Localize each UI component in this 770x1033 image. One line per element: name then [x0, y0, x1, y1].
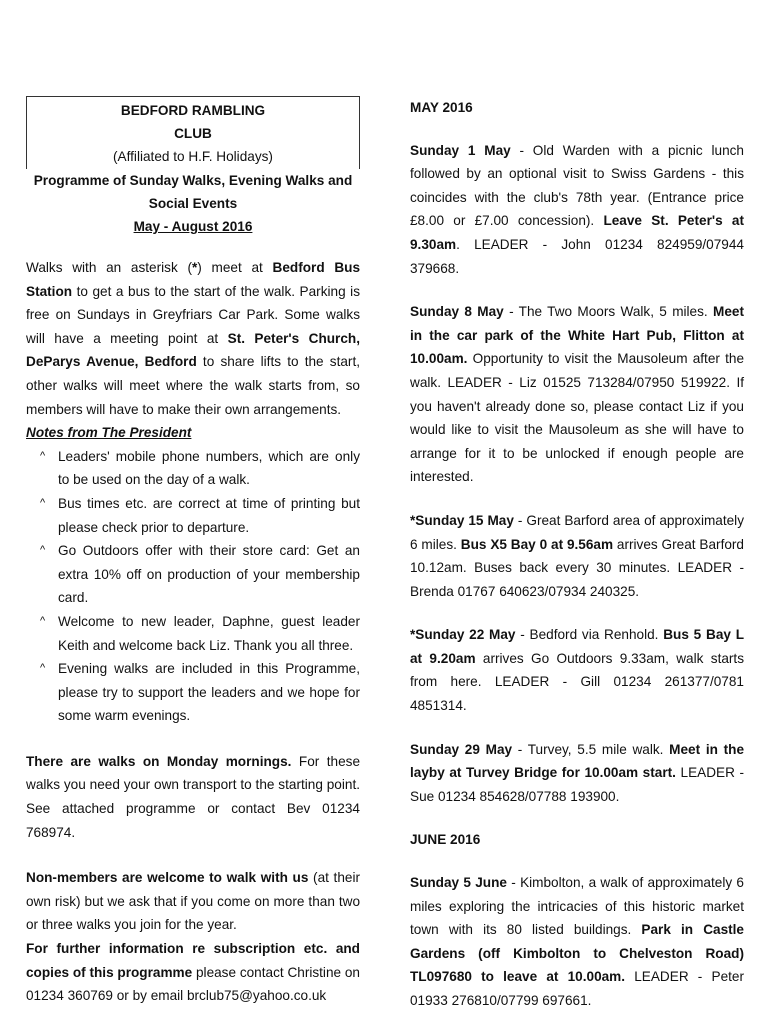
walk-leader: arrives Great Barford 10.12am. Buses back every 30 minutes. LEADER - Brenda 01767 640623/07934 240325.	[410, 536, 744, 599]
walk-date: *Sunday 15 May	[410, 512, 514, 528]
programme-title-line2: May - August 2016	[133, 219, 253, 234]
club-name-line2: CLUB	[174, 126, 212, 141]
note-text: Welcome to new leader, Daphne, guest leader Keith and welcome back Liz. Thank you all three.	[58, 613, 360, 653]
programme-title	[26, 169, 360, 238]
note-text: Go Outdoors offer with their store card: Get an extra 10% off on production of your membership card.	[58, 543, 360, 606]
notes-list	[26, 445, 360, 728]
month-heading-may: MAY 2016	[410, 100, 473, 115]
walk-description: - Great Barford area of approximately 6 miles.	[410, 512, 744, 552]
non-members-text: (at their own risk) but we ask that if you come on more than two or three walks you join for the year.	[26, 870, 360, 933]
programme-title-line1: Programme of Sunday Walks, Evening Walks and Social Events	[33, 173, 353, 211]
club-affiliation: (Affiliated to H.F. Holidays)	[113, 149, 273, 164]
walk-entry	[410, 139, 744, 281]
walk-entry	[410, 509, 744, 603]
club-name-line1: BEDFORD RAMBLING	[120, 103, 266, 118]
walk-entry	[410, 871, 744, 1013]
walk-meeting-point: Park in Castle Gardens (off Kimbolton to Chelveston Road) TL097680 to leave at 10.00am.	[410, 922, 744, 985]
note-item	[40, 445, 360, 492]
walk-description: - Kimbolton, a walk of approximately 6 miles exploring the intricacies of this historic market town with its 80 listed buildings.	[410, 875, 744, 938]
walk-description: - Bedford via Renhold.	[515, 627, 664, 643]
monday-walks-paragraph	[26, 750, 360, 844]
asterisk-marker: *	[192, 260, 198, 275]
walk-meeting-point: Meet in the car park of the White Hart Pub, Flitton at 10.00am.	[410, 304, 744, 367]
walk-meeting-point: Meet in the layby at Turvey Bridge for 10.00am start.	[410, 741, 745, 781]
walk-date: Sunday 1 May	[410, 142, 511, 158]
walk-meeting-point: Bus X5 Bay 0 at 9.56am	[460, 536, 614, 552]
walk-leader: LEADER - Sue 01234 854628/07788 193900.	[410, 765, 745, 804]
bullet-caret-icon: ^	[40, 544, 46, 557]
further-info-heading: For further information re subscription etc. and copies of this programme	[26, 941, 360, 980]
walk-entry	[410, 738, 744, 809]
non-members-paragraph	[26, 866, 360, 937]
right-column	[410, 96, 744, 1033]
bullet-caret-icon: ^	[40, 614, 46, 627]
month-heading-june: JUNE 2016	[410, 832, 481, 848]
walk-entry	[410, 623, 744, 717]
further-info-paragraph	[26, 937, 360, 1008]
bullet-caret-icon: ^	[40, 496, 46, 509]
intro-paragraph	[26, 256, 360, 421]
walk-meeting-point: Bus 5 Bay L at 9.20am	[410, 627, 744, 666]
further-info-text: please contact Christine on 01234 360769 or by email brclub75@yahoo.co.uk	[26, 964, 360, 1004]
walk-leader: LEADER - Peter 01933 276810/07799 697661.	[410, 969, 745, 1008]
walk-date: Sunday 29 May	[410, 741, 513, 757]
monday-walks-text: For these walks you need your own transport to the starting point. See attached programme or contact Bev 01234 768974.	[26, 753, 361, 840]
bus-station-location: Bedford Bus Station	[26, 260, 361, 299]
note-item	[40, 492, 360, 539]
walk-date: Sunday 8 May	[410, 304, 504, 320]
note-item	[40, 539, 360, 610]
walk-leader: . LEADER - John 01234 824959/07944 379668.	[410, 236, 744, 276]
bullet-caret-icon: ^	[40, 662, 46, 675]
note-item	[40, 610, 360, 657]
intro-text-2: ) meet at	[197, 260, 273, 275]
walk-description: - Turvey, 5.5 mile walk.	[512, 741, 670, 757]
walk-entry	[410, 300, 744, 489]
note-text: Evening walks are included in this Programme, please try to support the leaders and we hope for some warm evenings.	[58, 661, 360, 724]
note-item	[40, 657, 360, 728]
club-title-box	[26, 96, 360, 169]
walk-description: - The Two Moors Walk, 5 miles.	[503, 304, 714, 320]
non-members-heading: Non-members are welcome to walk with us	[26, 870, 309, 886]
walk-date: Sunday 5 June	[410, 875, 507, 891]
walk-leader: arrives Go Outdoors 9.33am, walk starts from here. LEADER - Gill 01234 261377/0781 4851314.	[410, 650, 745, 714]
intro-text-3: to get a bus to the start of the walk. Parking is free on Sundays in Greyfriars Car Park. Some walks will have a meeting point at	[26, 283, 360, 346]
intro-text-1: Walks with an asterisk (	[26, 260, 192, 275]
left-column	[26, 96, 360, 1008]
walk-description: - Old Warden with a picnic lunch followed by an optional visit to Swiss Gardens - this coincides with the club's 78th year. (Entrance price £8.00 or £7.00 concession).	[410, 142, 744, 229]
walk-meeting-point: Leave St. Peter's at 9.30am	[410, 213, 744, 252]
walk-leader: Opportunity to visit the Mausoleum after the walk. LEADER - Liz 01525 713284/07950 519922. If you haven't already done so, please contact Liz if you would like to visit the Mausoleum as she will have to arrange for it to be unlocked if enough people are interested.	[410, 351, 744, 485]
monday-walks-heading: There are walks on Monday mornings.	[26, 753, 292, 769]
notes-heading: Notes from The President	[26, 425, 192, 441]
st-peters-location: St. Peter's Church, DeParys Avenue, Bedford	[26, 330, 360, 370]
note-text: Leaders' mobile phone numbers, which are only to be used on the day of a walk.	[58, 448, 360, 488]
bullet-caret-icon: ^	[40, 449, 46, 462]
walk-date: *Sunday 22 May	[410, 627, 516, 643]
intro-text-4: to share lifts to the start, other walks will meet where the walk starts from, so members will have to make their own arrangements.	[26, 354, 360, 417]
note-text: Bus times etc. are correct at time of printing but please check prior to departure.	[58, 495, 360, 535]
